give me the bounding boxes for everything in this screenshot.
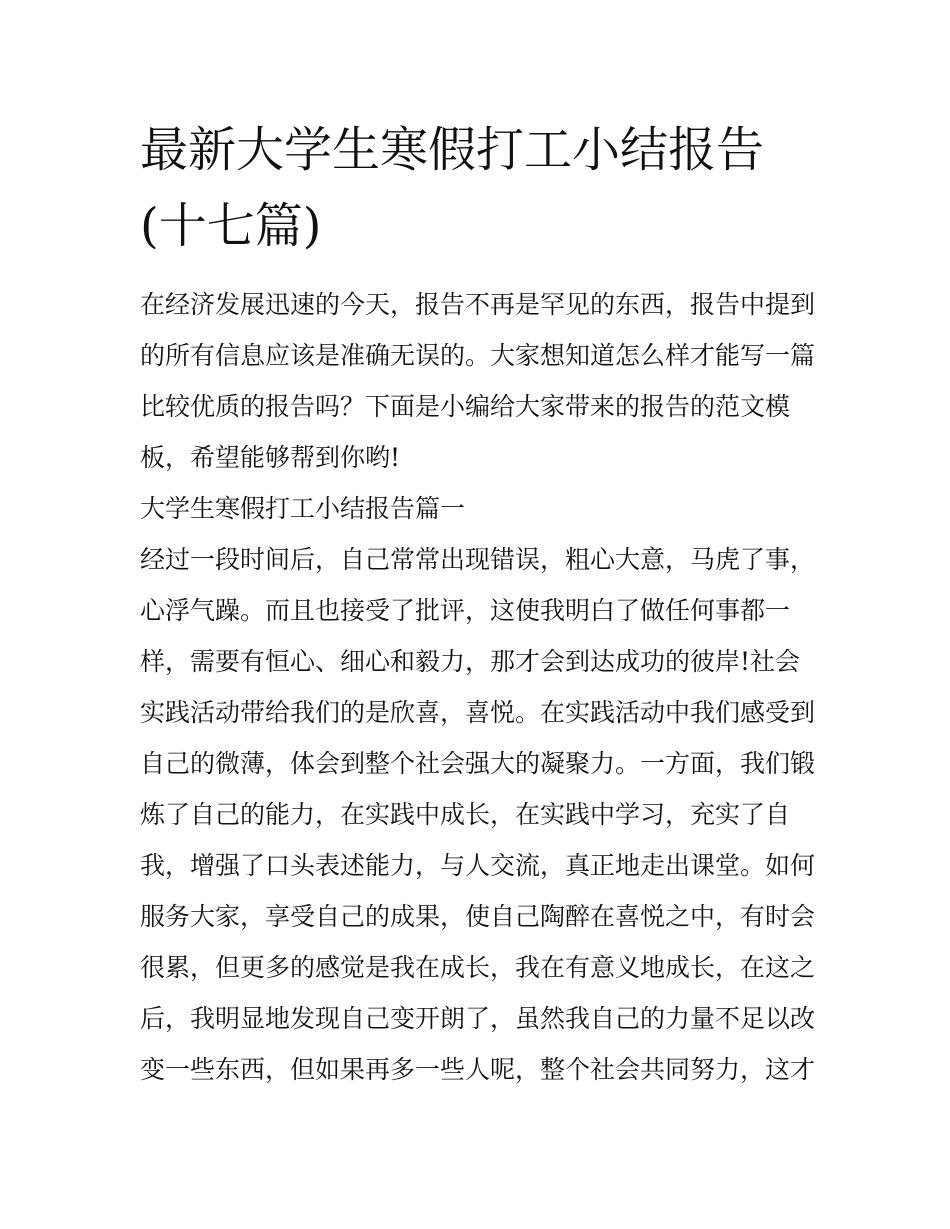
- section-paragraph-line: 我，增强了口头表述能力，与人交流，真正地走出课堂。如何: [140, 851, 816, 880]
- section-paragraph-line: 炼了自己的能力，在实践中成长，在实践中学习，充实了自: [140, 800, 791, 829]
- intro-paragraph-line: 板，希望能够帮到你哟!: [140, 443, 401, 472]
- title-line: (十七篇): [140, 198, 322, 254]
- section-paragraph-line: 后，我明显地发现自己变开朗了，虽然我自己的力量不足以改: [140, 1004, 816, 1033]
- section-paragraph-line: 经过一段时间后，自己常常出现错误，粗心大意，马虎了事，: [140, 545, 816, 574]
- section-paragraph-line: 实践活动带给我们的是欣喜，喜悦。在实践活动中我们感受到: [140, 698, 816, 727]
- intro-paragraph-line: 比较优质的报告吗？下面是小编给大家带来的报告的范文模: [140, 392, 791, 421]
- intro-paragraph-line: 的所有信息应该是准确无误的。大家想知道怎么样才能写一篇: [140, 341, 816, 370]
- section-heading: 大学生寒假打工小结报告篇一: [140, 494, 466, 523]
- title-line: 最新大学生寒假打工小结报告: [140, 122, 765, 178]
- intro-paragraph-line: 在经济发展迅速的今天，报告不再是罕见的东西，报告中提到: [140, 290, 816, 319]
- section-paragraph-line: 很累，但更多的感觉是我在成长，我在有意义地成长，在这之: [140, 953, 816, 982]
- section-paragraph-line: 自己的微薄，体会到整个社会强大的凝聚力。一方面，我们锻: [140, 749, 816, 778]
- section-paragraph-line: 样，需要有恒心、细心和毅力，那才会到达成功的彼岸!社会: [140, 647, 801, 676]
- page-title: [140, 112, 830, 264]
- section-paragraph-line: 变一些东西，但如果再多一些人呢，整个社会共同努力，这才: [140, 1055, 816, 1084]
- section-paragraph-line: 心浮气躁。而且也接受了批评，这使我明白了做任何事都一: [140, 596, 791, 625]
- document-body: [140, 279, 830, 1095]
- section-paragraph-line: 服务大家，享受自己的成果，使自己陶醉在喜悦之中，有时会: [140, 902, 816, 931]
